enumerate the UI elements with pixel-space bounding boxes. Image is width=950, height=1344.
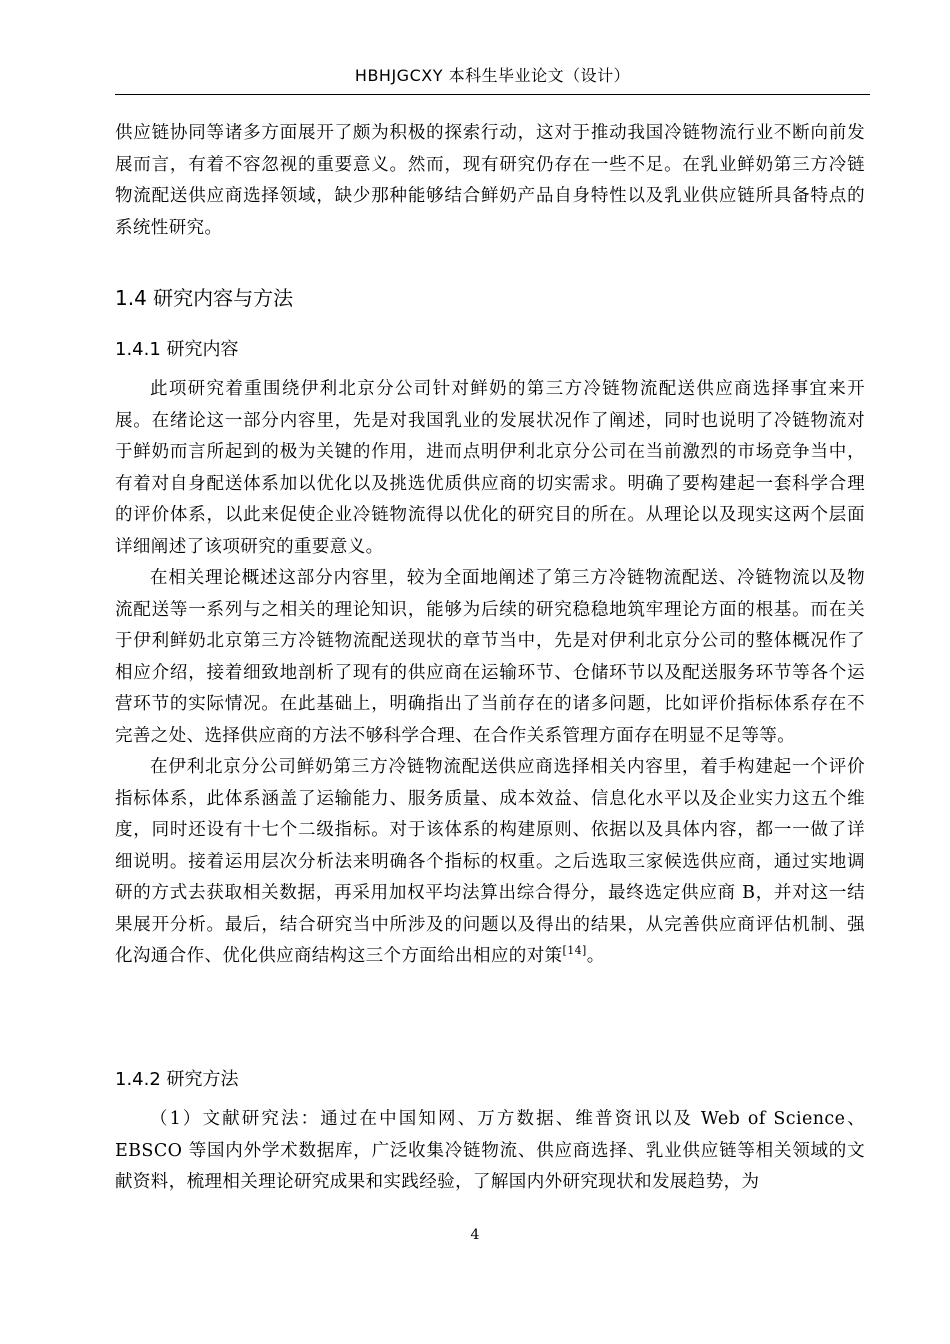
- intro-paragraph: 供应链协同等诸多方面展开了颇为积极的探索行动，这对于推动我国冷链物流行业不断向前发展而言，有着不容忽视的重要意义。然而，现有研究仍存在一些不足。在乳业鲜奶第三方冷链物流配送供应商选择领域，缺少那种能够结合鲜奶产品自身特性以及乳业供应链所具备特点的系统性研究。: [115, 123, 865, 238]
- citation-reference: [14]: [562, 944, 587, 957]
- subsection-heading-1-4-2: 1.4.2 研究方法: [115, 1069, 239, 1090]
- sentence-end: 。: [586, 946, 605, 966]
- subsection-heading-1-4-1: 1.4.1 研究内容: [115, 339, 239, 360]
- section-heading-1-4: 1.4 研究内容与方法: [115, 286, 294, 310]
- research-content-paragraph-3: [115, 752, 865, 973]
- research-content-paragraph-3-text: 在伊利北京分公司鲜奶第三方冷链物流配送供应商选择相关内容里，着手构建起一个评价指标体系，此体系涵盖了运输能力、服务质量、成本效益、信息化水平以及企业实力这五个维度，同时还设有十七个二级指标。对于该体系的构建原则、依据以及具体内容，都一一做了详细说明。接着运用层次分析法来明确各个指标的权重。之后选取三家候选供应商，通过实地调研的方式去获取相关数据，再采用加权平均法算出综合得分，最终选定供应商 B，并对这一结果展开分析。最后，结合研究当中所涉及的问题以及得出的结果，从完善供应商评估机制、强化沟通合作、优化供应商结构这三个方面给出相应的对策: [115, 757, 865, 966]
- research-methods-block: [115, 1104, 865, 1199]
- intro-continuation-block: [115, 118, 865, 244]
- page-number: 4: [470, 1227, 480, 1243]
- running-header: HBHJGCXY 本科生毕业论文（设计）: [354, 66, 631, 85]
- research-content-block: [115, 374, 865, 973]
- research-methods-paragraph-1: （1）文献研究法：通过在中国知网、万方数据、维普资讯以及 Web of Science、EBSCO 等国内外学术数据库，广泛收集冷链物流、供应商选择、乳业供应链等相关领域的文献资料，梳理相关理论研究成果和实践经验，了解国内外研究现状和发展趋势，为: [115, 1109, 865, 1192]
- research-content-paragraph-2: 在相关理论概述这部分内容里，较为全面地阐述了第三方冷链物流配送、冷链物流以及物流配送等一系列与之相关的理论知识，能够为后续的研究稳稳地筑牢理论方面的根基。而在关于伊利鲜奶北京第三方冷链物流配送现状的章节当中，先是对伊利北京分公司的整体概况作了相应介绍，接着细致地剖析了现有的供应商在运输环节、仓储环节以及配送服务环节等各个运营环节的实际情况。在此基础上，明确指出了当前存在的诸多问题，比如评价指标体系存在不完善之处、选择供应商的方法不够科学合理、在合作关系管理方面存在明显不足等等。: [115, 568, 865, 746]
- research-content-paragraph-1: 此项研究着重围绕伊利北京分公司针对鲜奶的第三方冷链物流配送供应商选择事宜来开展。在绪论这一部分内容里，先是对我国乳业的发展状况作了阐述，同时也说明了冷链物流对于鲜奶而言所起到的极为关键的作用，进而点明伊利北京分公司在当前激烈的市场竞争当中，有着对自身配送体系加以优化以及挑选优质供应商的切实需求。明确了要构建起一套科学合理的评价体系，以此来促使企业冷链物流得以优化的研究目的所在。从理论以及现实这两个层面详细阐述了该项研究的重要意义。: [115, 379, 865, 557]
- header-rule: [115, 94, 870, 95]
